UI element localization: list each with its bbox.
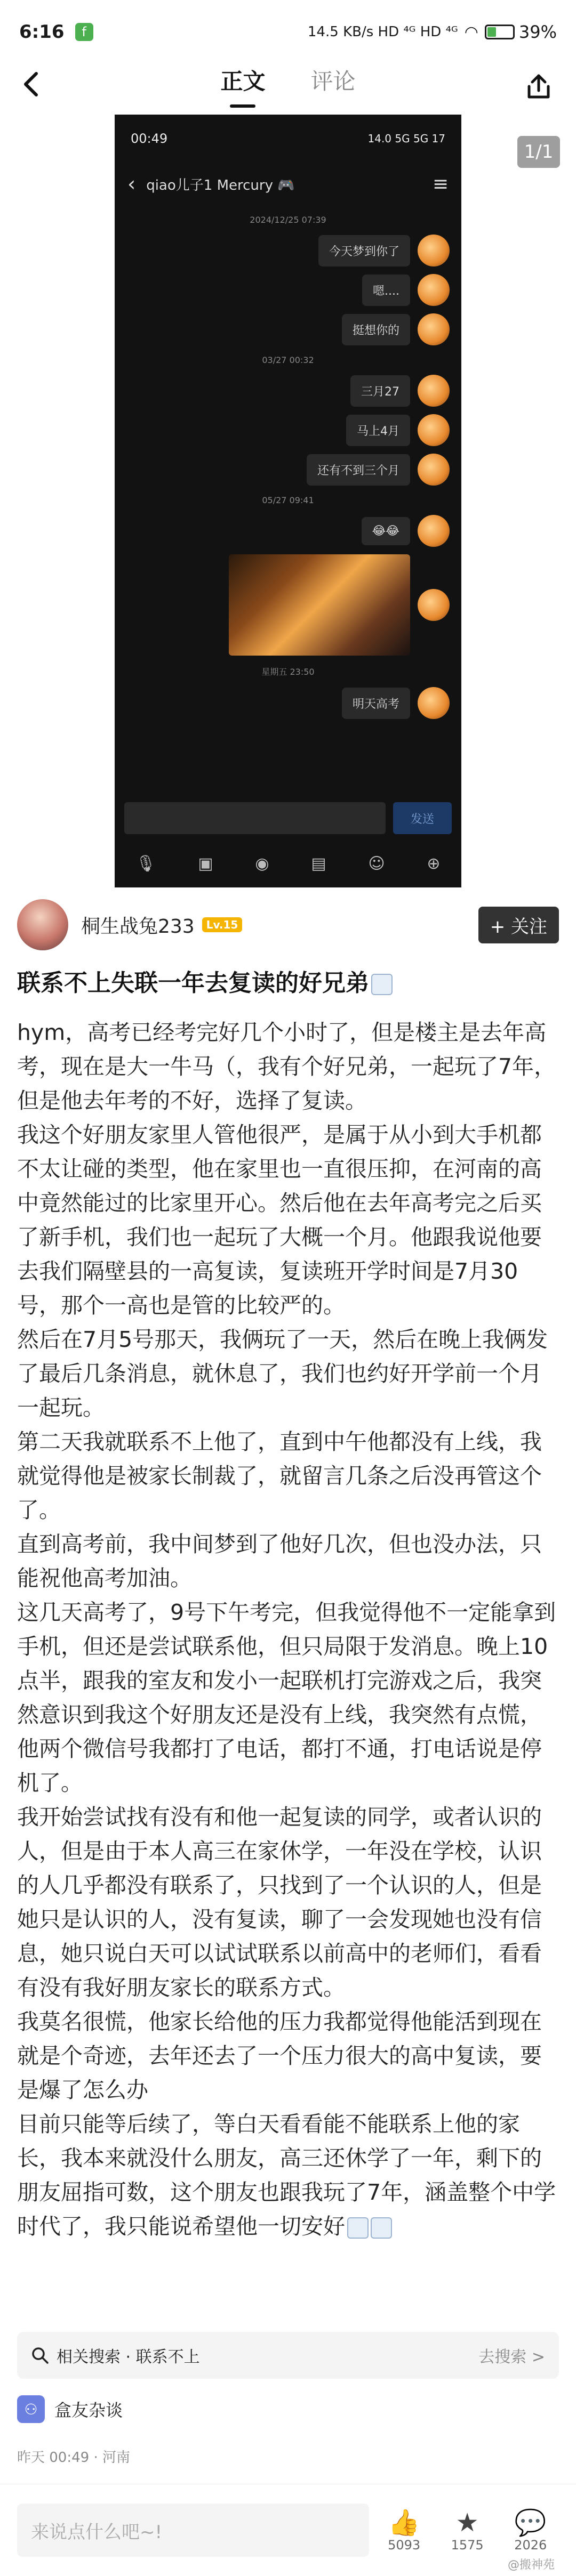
shot-message	[115, 687, 461, 719]
shot-status-time: 00:49	[131, 131, 168, 146]
status-time: 6:16	[19, 21, 65, 43]
shot-input-field	[124, 802, 386, 834]
shot-message	[115, 375, 461, 407]
shot-toolbar	[115, 839, 461, 887]
shot-plus-icon: ⊕	[427, 854, 441, 873]
post-paragraph: 我莫名很慌，他家长给他的压力我都觉得他能活到现在就是个奇迹，去年还去了一个压力很大的高中复读，要是爆了怎么办	[17, 2009, 542, 2103]
like-count: 5093	[388, 2538, 421, 2553]
shot-status-right: 14.0 5G 5G 17	[367, 132, 445, 145]
star-icon: ★	[455, 2508, 479, 2538]
chat-screenshot[interactable]	[115, 115, 461, 887]
shot-file-icon: ▤	[311, 854, 326, 873]
emoji-icon	[347, 2217, 369, 2239]
image-pager: 1/1	[517, 136, 560, 168]
post-paragraph: hym，高考已经考完好几个小时了，但是楼主是去年高考，现在是大一牛马（，我有个好兄弟，一起玩了7年，但是他去年考的不好，选择了复读。	[17, 1020, 556, 1113]
thumbs-up-icon: 👍	[388, 2508, 420, 2538]
share-icon[interactable]	[523, 70, 555, 102]
status-right	[308, 22, 557, 42]
shot-camera-icon: ◉	[255, 854, 269, 873]
emoji-icon	[371, 974, 393, 995]
shot-avatar	[418, 375, 450, 407]
shot-avatar	[418, 589, 450, 621]
follow-button[interactable]: + 关注	[478, 907, 559, 943]
shot-send-button: 发送	[393, 802, 452, 834]
shot-bubble: 还有不到三个月	[307, 454, 410, 486]
post-paragraph: 我开始尝试找有没有和他一起复读的同学，或者认识的人，但是由于本人高三在家休学，一年没在学校，认识的人几乎都没有联系了，只找到了一个认识的人，但是她只是认识的人，没有复读，聊了一会发现她也没有信息，她只说白天可以试试联系以前高中的老师们，看看有没有我好朋友家长的联系方式。	[17, 1804, 542, 2000]
network-speed: 14.5 KB/s HD ⁴ᴳ HD ⁴ᴳ	[307, 24, 458, 40]
tab-bar	[0, 64, 576, 96]
shot-avatar	[418, 235, 450, 267]
shot-timestamp: 星期五 23:50	[261, 667, 315, 677]
shot-mic-icon: 🎙	[135, 854, 156, 873]
shot-image-message	[115, 554, 461, 656]
post-paragraph: 我这个好朋友家里人管他很严，是属于从小到大手机都不太让碰的类型，他在家里也一直很压抑，在河南的高中竟然能过的比家里开心。然后他在去年高考完之后买了新手机，我们也一起玩了大概一个月。他跟我说他要去我们隔壁县的一高复读，复读班开学时间是7月30号，那个一高也是管的比较严的。	[17, 1122, 542, 1318]
like-button[interactable]	[375, 2508, 433, 2553]
shot-bubble: 😂😂	[362, 517, 410, 545]
shot-message	[115, 454, 461, 486]
post-paragraph: 这几天高考了，9号下午考完，但我觉得他不一定能拿到手机，但还是尝试联系他，但只局限于发消息。晚上10点半，跟我的室友和发小一起联机打完游戏之后，我突然意识到我这个好朋友还是没有上线，我突然有点慌，他两个微信号我都打了电话，都打不通，打电话说是停机了。	[17, 1600, 556, 1796]
author-name[interactable]: 桐生战兔233	[81, 915, 195, 938]
level-badge: Lv.15	[202, 917, 243, 932]
comment-icon: 💬	[514, 2508, 547, 2538]
favorite-count: 1575	[451, 2538, 484, 2553]
post-title-text: 联系不上失联一年去复读的好兄弟	[17, 970, 369, 997]
status-bar	[0, 0, 576, 64]
comment-button[interactable]	[502, 2508, 559, 2553]
shot-message	[115, 313, 461, 345]
shot-chat-title: qiao儿子1 Mercury 🎮	[146, 177, 295, 193]
wifi-icon: ◠	[464, 22, 478, 42]
shot-status-bar	[115, 115, 461, 163]
shot-bubble: 嗯....	[362, 274, 410, 306]
shot-timestamp: 2024/12/25 07:39	[250, 215, 326, 225]
shot-menu-icon: ≡	[432, 173, 449, 195]
comment-input[interactable]: 来说点什么吧~!	[17, 2504, 369, 2557]
shot-bubble: 明天高考	[342, 688, 410, 719]
shot-back-icon: ‹	[127, 172, 136, 196]
group-icon: ⚇	[17, 2395, 45, 2423]
shot-message	[115, 235, 461, 267]
tab-main[interactable]: 正文	[220, 64, 265, 96]
top-nav	[0, 59, 576, 112]
shot-avatar	[418, 313, 450, 345]
shot-bubble: 挺想你的	[342, 314, 410, 345]
shot-emoji-icon: ☺	[368, 854, 385, 873]
bottom-bar	[0, 2484, 576, 2576]
topic-tag[interactable]	[17, 2393, 123, 2425]
shot-message	[115, 414, 461, 446]
shot-bubble: 三月27	[350, 375, 410, 407]
post-paragraph: 第二天我就联系不上他了，直到中午他都没有上线，我就觉得他是被家长制裁了，就留言几条之后没再管这个了。	[17, 1429, 542, 1523]
shot-chat-header	[115, 163, 461, 205]
shot-anime-image	[229, 554, 410, 656]
shot-avatar	[418, 454, 450, 486]
shot-avatar	[418, 515, 450, 547]
post-image-area	[0, 115, 576, 887]
shot-message	[115, 274, 461, 306]
battery-percent: 39%	[518, 22, 557, 42]
shot-bubble: 今天梦到你了	[318, 235, 410, 267]
topic-tag-label: 盒友杂谈	[54, 2400, 123, 2420]
search-icon	[31, 2346, 49, 2364]
shot-image-icon: ▣	[198, 854, 213, 873]
shot-avatar	[418, 414, 450, 446]
author-avatar[interactable]	[17, 899, 68, 950]
post-paragraph: 直到高考前，我中间梦到了他好几次，但也没办法，只能祝他高考加油。	[17, 1531, 542, 1591]
emoji-icon	[371, 2217, 392, 2239]
go-search-link[interactable]: 去搜索 >	[478, 2348, 545, 2367]
post-title	[17, 967, 559, 999]
app-notification-icon: f	[75, 23, 93, 41]
shot-input-bar	[115, 797, 461, 839]
shot-avatar	[418, 274, 450, 306]
favorite-button[interactable]	[439, 2508, 496, 2553]
author-row	[0, 890, 576, 959]
shot-timestamp: 03/27 00:32	[262, 355, 314, 365]
shot-message	[115, 515, 461, 547]
comment-count: 2026	[514, 2538, 547, 2553]
shot-bubble: 马上4月	[346, 415, 410, 446]
related-search[interactable]	[17, 2332, 559, 2379]
shot-timestamp: 05/27 09:41	[262, 495, 314, 505]
tab-comments[interactable]: 评论	[310, 68, 356, 94]
post-body	[17, 1015, 559, 2243]
battery-icon	[485, 22, 557, 42]
post-meta: 昨天 00:49 · 河南	[17, 2450, 130, 2466]
post-paragraph-last	[17, 2107, 559, 2243]
related-search-label: 相关搜索 · 联系不上	[57, 2348, 200, 2367]
post-paragraph: 然后在7月5号那天，我俩玩了一天，然后在晚上我俩发了最后几条消息，就休息了，我们也约好开学前一个月一起玩。	[17, 1327, 548, 1420]
shot-avatar	[418, 687, 450, 719]
post-paragraph-text: 目前只能等后续了，等白天看看能不能联系上他的家长，我本来就没什么朋友，高三还休学了一年，剩下的朋友屈指可数，这个朋友也跟我玩了7年，涵盖整个中学时代了，我只能说希望他一切安好	[17, 2111, 556, 2239]
watermark: @搬神苑	[507, 2558, 555, 2572]
